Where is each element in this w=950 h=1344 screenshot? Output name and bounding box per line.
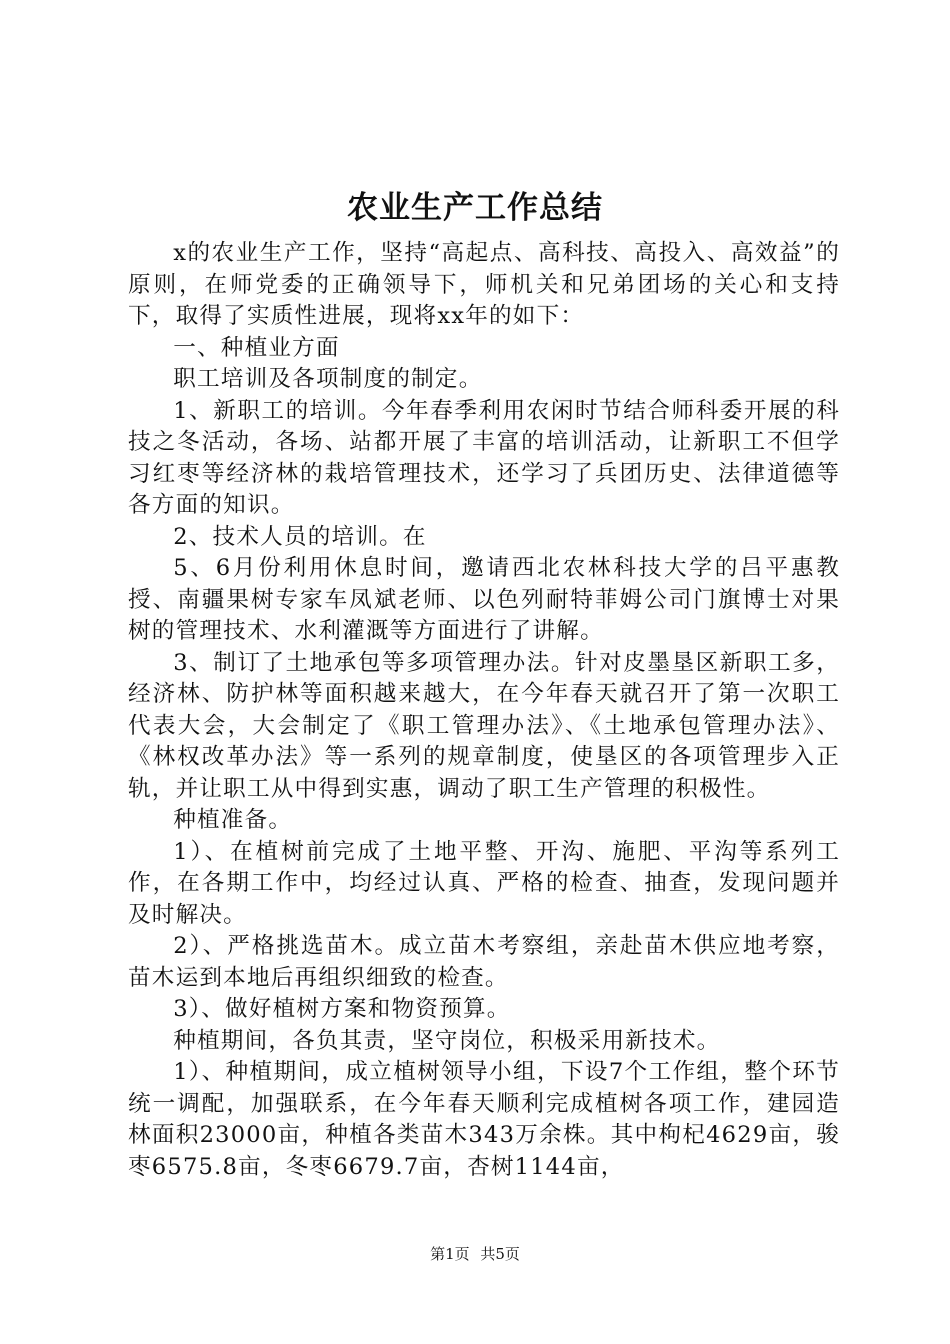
document-title: 农业生产工作总结 [347, 190, 603, 226]
subheading: 种植准备。 [173, 807, 293, 833]
paragraph: 3、制订了土地承包等多项管理办法。针对皮墨垦区新职工多，经济林、防护林等面积越来越大，在今年春天就召开了第一次职工代表大会，大会制定了《职工管理办法》、《土地承包管理办法》、《林权改革办法》等一系列的规章制度，使垦区的各项管理步入正轨，并让职工从中得到实惠，调动了职工生产管理的积极性。 [128, 649, 840, 802]
page-number: 第1页 [430, 1245, 470, 1263]
subheading: 种植期间，各负其责，坚守岗位，积极采用新技术。 [173, 1027, 721, 1054]
paragraph: 2）、严格挑选苗木。成立苗木考察组，亲赴苗木供应地考察，苗木运到本地后再组织细致的检查。 [128, 933, 840, 991]
paragraph: 5、6月份利用休息时间，邀请西北农林科技大学的吕平惠教授、南疆果树专家车凤斌老师、以色列耐特菲姆公司门旗博士对果树的管理技术、水利灌溉等方面进行了讲解。 [128, 555, 840, 644]
paragraph: 1、新职工的培训。今年春季利用农闲时节结合师科委开展的科技之冬活动，各场、站都开展了丰富的培训活动，让新职工不但学习红枣等经济林的栽培管理技术，还学习了兵团历史、法律道德等各方面的知识。 [128, 397, 840, 518]
paragraph: 1）、种植期间，成立植树领导小组，下设7个工作组，整个环节统一调配，加强联系，在今年春天顺利完成植树各项工作，建园造林面积23000亩，种植各类苗木343万余株。其中枸杞4629亩，骏枣6575.8亩，冬枣6679.7亩，杏树1144亩， [128, 1059, 840, 1180]
document-body [128, 238, 840, 1183]
section-heading: 一、种植业方面 [173, 334, 340, 361]
page-total: 共5页 [480, 1245, 520, 1263]
subheading: 职工培训及各项制度的制定。 [173, 366, 483, 392]
paragraph: 3）、做好植树方案和物资预算。 [173, 996, 511, 1022]
paragraph: 1）、在植树前完成了土地平整、开沟、施肥、平沟等系列工作，在各期工作中，均经过认真、严格的检查、抽查，发现问题并及时解决。 [128, 838, 840, 928]
paragraph: 2、技术人员的培训。在 [173, 523, 427, 550]
page-footer [0, 1244, 950, 1264]
paragraph: x的农业生产工作，坚持“高起点、高科技、高投入、高效益”的原则，在师党委的正确领导下，师机关和兄弟团场的关心和支持下，取得了实质性进展，现将xx年的如下： [128, 240, 840, 329]
